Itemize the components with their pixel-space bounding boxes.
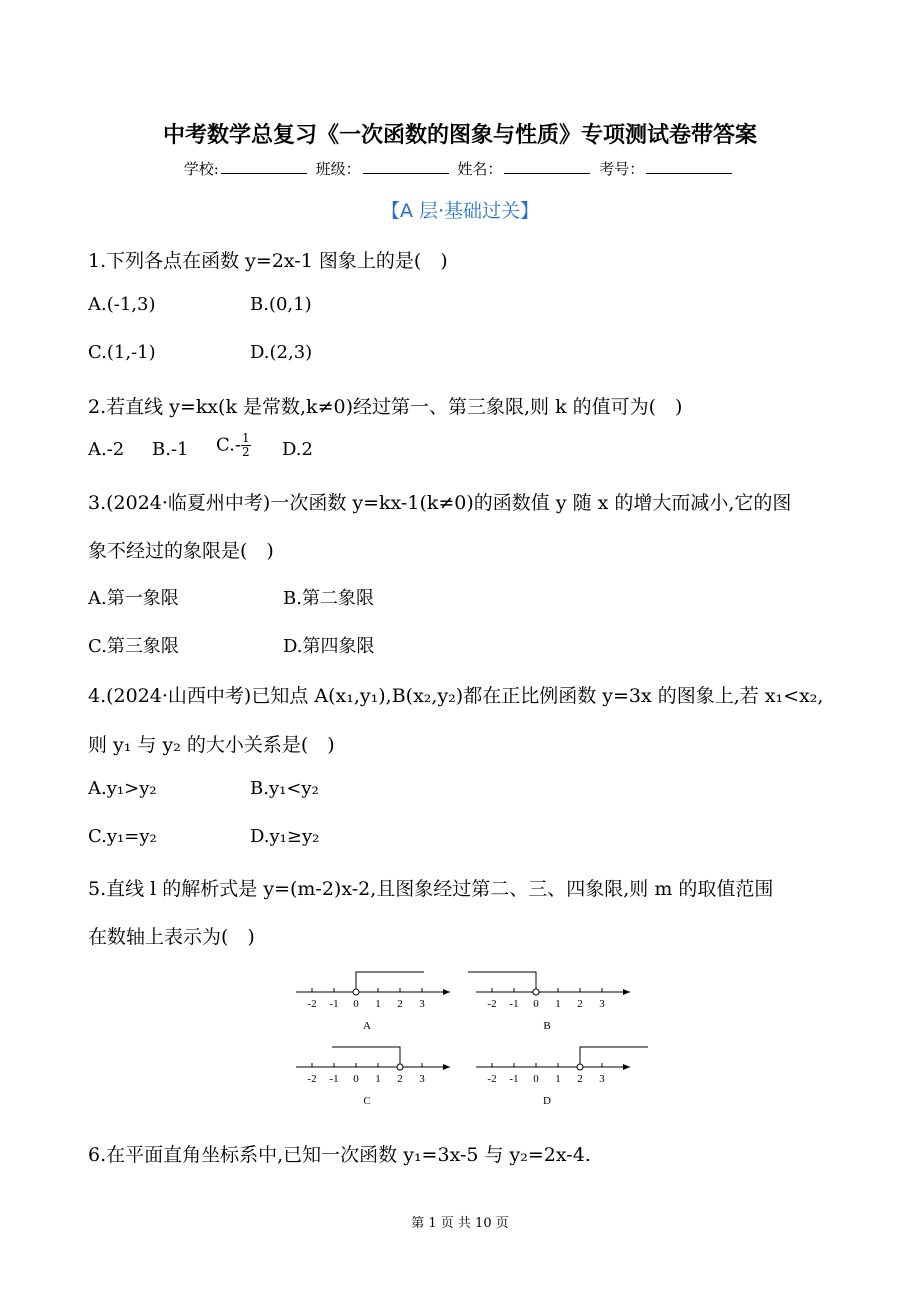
open-endpoint	[533, 989, 539, 995]
question-4-option-a[interactable]: A.y₁>y₂	[88, 778, 157, 799]
tick-label: 3	[419, 998, 425, 1010]
question-2-option-a[interactable]: A.-2	[88, 439, 125, 460]
tick-label: -1	[509, 1073, 519, 1085]
fraction-numerator: 1	[241, 431, 250, 445]
fraction-denominator: 2	[241, 445, 250, 459]
page-footer: 第 1 页 共 10 页	[411, 1216, 509, 1231]
axis-arrow	[623, 1064, 630, 1070]
number-line-b	[468, 972, 630, 1032]
tick-label: -2	[307, 998, 317, 1010]
question-1-option-a[interactable]: A.(-1,3)	[88, 294, 156, 315]
number-label: 考号：	[599, 160, 645, 178]
class-label: 班级：	[315, 160, 361, 178]
tick-label: 2	[397, 998, 403, 1010]
name-label: 姓名：	[457, 160, 503, 178]
tick-label: 2	[577, 998, 583, 1010]
question-4-stem-line-2: 则 y₁ 与 y₂ 的大小关系是( )	[88, 734, 335, 756]
question-2-stem: 2.若直线 y=kx(k 是常数,k≠0)经过第一、第三象限,则 k 的值可为( )	[88, 396, 683, 418]
solution-range	[332, 1047, 400, 1064]
question-4-option-d[interactable]: D.y₁≥y₂	[250, 826, 320, 847]
question-3-stem-line-1: 3.(2024·临夏州中考)一次函数 y=kx-1(k≠0)的函数值 y 随 x 的增大而减小,它的图	[88, 492, 792, 514]
tick-label: 1	[555, 998, 561, 1010]
tick-label: -2	[487, 1073, 497, 1085]
page-title: 中考数学总复习《一次函数的图象与性质》专项测试卷带答案	[162, 122, 757, 148]
number-line-c	[296, 1047, 450, 1107]
number-line-a	[296, 972, 450, 1032]
question-4-stem-line-1: 4.(2024·山西中考)已知点 A(x₁,y₁),B(x₂,y₂)都在正比例函数 y=3x 的图象上,若 x₁<x₂,	[88, 685, 824, 707]
open-endpoint	[353, 989, 359, 995]
question-1-option-b[interactable]: B.(0,1)	[250, 294, 312, 315]
question-2-option-c-prefix: C.-	[216, 434, 241, 456]
open-endpoint	[577, 1064, 583, 1070]
tick-label: 3	[599, 1073, 605, 1085]
tick-label: -1	[509, 998, 519, 1010]
question-3-option-c[interactable]: C.第三象限	[88, 636, 179, 657]
tick-label: -2	[487, 998, 497, 1010]
question-2-option-d[interactable]: D.2	[282, 439, 313, 460]
tick-label: 0	[533, 998, 539, 1010]
tick-label: 1	[555, 1073, 561, 1085]
tick-label: -2	[307, 1073, 317, 1085]
tick-label: 0	[353, 1073, 359, 1085]
tick-label: -1	[329, 1073, 339, 1085]
tick-label: 2	[397, 1073, 403, 1085]
open-endpoint	[397, 1064, 403, 1070]
tick-label: 3	[419, 1073, 425, 1085]
option-label-d: D	[543, 1095, 551, 1107]
question-1-option-d[interactable]: D.(2,3)	[250, 342, 313, 363]
axis-arrow	[443, 989, 450, 995]
school-label: 学校:	[183, 160, 219, 178]
question-3-option-d[interactable]: D.第四象限	[283, 636, 375, 657]
option-label-b: B	[543, 1020, 551, 1032]
axis-arrow	[623, 989, 630, 995]
solution-range	[356, 972, 424, 989]
tick-label: 1	[375, 998, 381, 1010]
question-4-option-c[interactable]: C.y₁=y₂	[88, 826, 157, 847]
tick-label: 0	[353, 998, 359, 1010]
section-heading: 【A 层·基础过关】	[380, 200, 540, 222]
question-5-stem-line-1: 5.直线 l 的解析式是 y=(m-2)x-2,且图象经过第二、三、四象限,则 m 的取值范围	[88, 878, 774, 900]
axis-arrow	[443, 1064, 450, 1070]
option-label-c: C	[363, 1095, 371, 1107]
question-2-option-b[interactable]: B.-1	[152, 439, 189, 460]
question-3-stem-line-2: 象不经过的象限是( )	[88, 540, 274, 562]
question-3-option-b[interactable]: B.第二象限	[283, 588, 374, 609]
question-1-option-c[interactable]: C.(1,-1)	[88, 342, 156, 363]
question-3-option-a[interactable]: A.第一象限	[88, 588, 179, 609]
question-6-stem: 6.在平面直角坐标系中,已知一次函数 y₁=3x-5 与 y₂=2x-4.	[88, 1144, 591, 1166]
question-1-stem: 1.下列各点在函数 y=2x-1 图象上的是( )	[88, 250, 448, 272]
tick-label: 1	[375, 1073, 381, 1085]
number-line-d	[476, 1047, 648, 1107]
tick-label: 3	[599, 998, 605, 1010]
solution-range	[468, 972, 536, 989]
solution-range	[580, 1047, 648, 1064]
question-4-option-b[interactable]: B.y₁<y₂	[250, 778, 319, 799]
tick-label: -1	[329, 998, 339, 1010]
tick-label: 0	[533, 1073, 539, 1085]
tick-label: 2	[577, 1073, 583, 1085]
option-label-a: A	[363, 1020, 371, 1032]
question-5-stem-line-2: 在数轴上表示为( )	[88, 926, 255, 948]
